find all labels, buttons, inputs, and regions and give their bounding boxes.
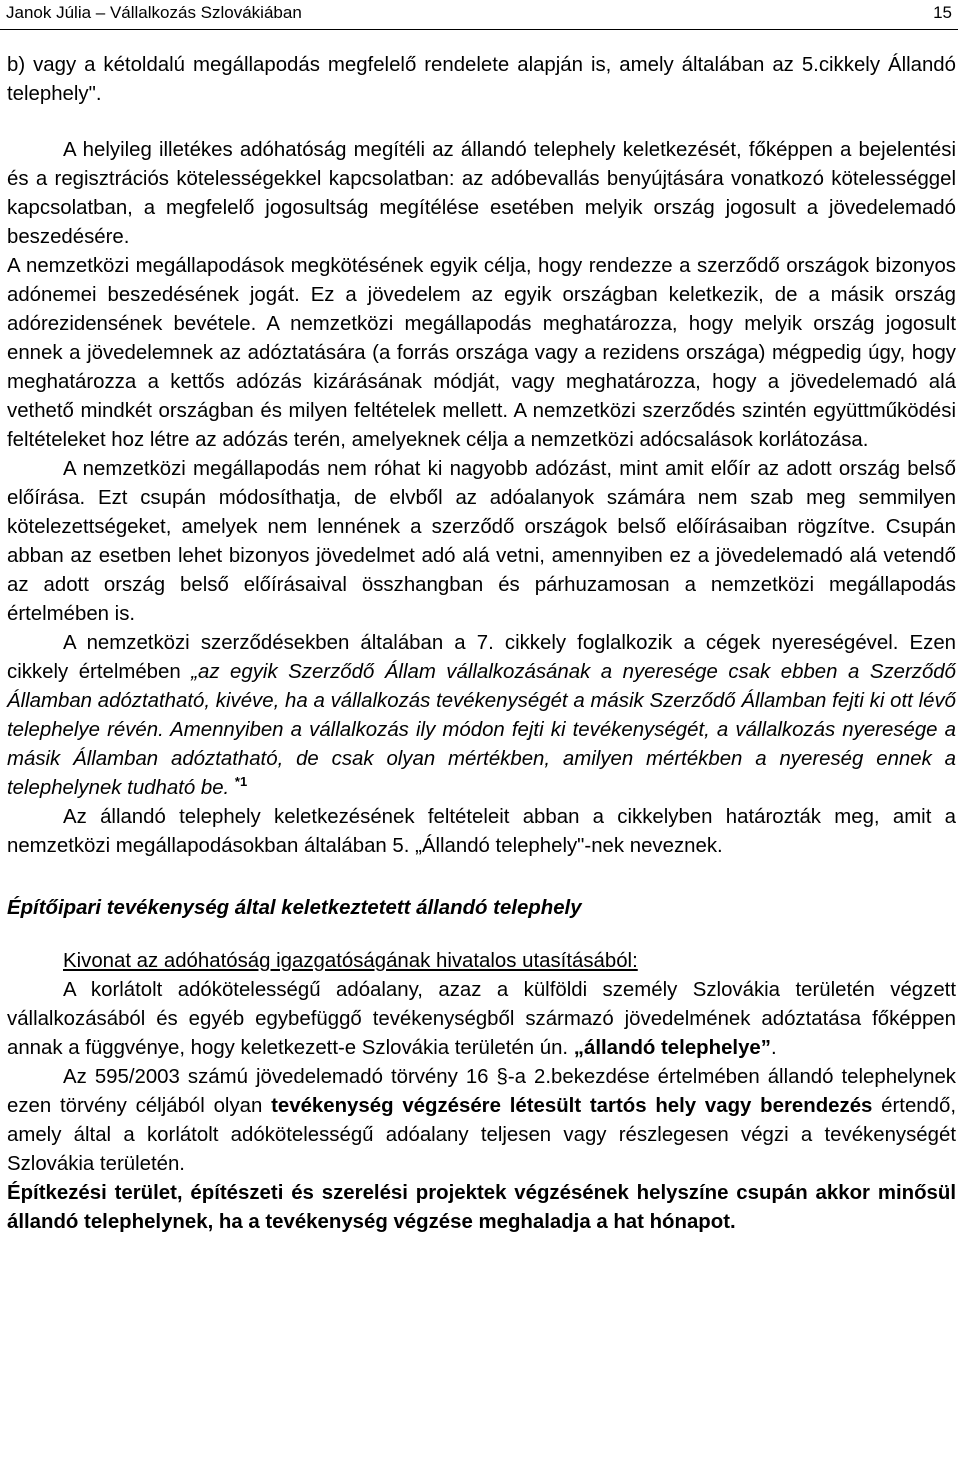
section-paragraph-1-bold: „állandó telephelye” (573, 1037, 771, 1059)
page-number: 15 (933, 3, 952, 22)
section-subheading (7, 947, 956, 976)
paragraph-1: A helyileg illetékes adóhatóság megítéli az állandó telephely keletkezését, főképpen a bejelentési és a regisztrációs kötelességekkel kapcsolatban: az adóbevallás benyújtására vonatkozó kötelességgel kapcsolatban, a megfelelő jogosultság megítélése esetében melyik ország jogosult a jövedelemadó beszedésére. (7, 139, 956, 248)
section-paragraph-2-end: értendő, amely által a korlátolt adókötelességű adóalany teljesen vagy részlegesen végzi a tevékenységét Szlovákia területén. (7, 1095, 956, 1175)
section-paragraph-2 (7, 1063, 956, 1179)
document-body (7, 51, 956, 1237)
section-paragraph-3 (7, 1179, 956, 1237)
section-paragraph-2-lead: Az 595/2003 számú jövedelemadó törvény 16 §-a 2.bekezdése értelmében állandó telephelynek ezen törvény céljából olyan (7, 1066, 956, 1117)
list-item-b: b) vagy a kétoldalú megállapodás megfelelő rendelete alapján is, amely általában az 5.cikkely Állandó telephely". (7, 54, 956, 105)
page-header (0, 0, 960, 31)
section-paragraph-2-bold: tevékenység végzésére létesült tartós hely vagy berendezés (271, 1095, 873, 1117)
paragraph-4 (7, 629, 956, 803)
section-heading: Építőipari tevékenység által keletkeztetett állandó telephely (7, 897, 582, 919)
paragraph-3: A nemzetközi megállapodás nem róhat ki nagyobb adózást, mint amit előír az adott ország belső előírása. Ezt csupán módosíthatja, de elvből az adóalanyok számára nem szab meg semmilyen kötelezettségeket, amelyek nem lennének a szerződő országok belső előírásaiban rögzítve. Csupán abban az esetben lehet bizonyos jövedelmet adó alá vetni, amennyiben ez a jövedelemadó alá vetendő az adott ország belső előírásaival összhangban és párhuzamosan a nemzetközi megállapodás értelmében is. (7, 458, 956, 625)
subheading-text: Kivonat az adóhatóság igazgatóságának hivatalos utasításából: (63, 950, 638, 972)
paragraph-5: Az állandó telephely keletkezésének feltételeit abban a cikkelyben határozták meg, amit a nemzetközi megállapodásokban általában 5. „Állandó telephely"-nek neveznek. (7, 806, 956, 857)
header-divider (0, 29, 958, 30)
footnote-marker: *1 (234, 774, 248, 789)
header-title: Janok Júlia – Vállalkozás Szlovákiában (6, 3, 302, 22)
section-paragraph-1-end: . (770, 1037, 777, 1059)
paragraph-2: A nemzetközi megállapodások megkötésének egyik célja, hogy rendezze a szerződő országok bizonyos adónemei beszedésének jogát. Ez a jövedelem az egyik országban keletkezik, de a másik ország adórezidensének bevétele. A nemzetközi megállapodás meghatározza, hogy melyik ország jogosult ennek a jövedelemnek az adóztatására (a forrás országa vagy a rezidens országa) mégpedig úgy, hogy meghatározza a kettős adózás kizárásának módját, vagy meghatározza, hogy a jövedelemadó alá vethető mindkét országban és milyen feltételek mellett. A nemzetközi szerződés szintén együttműködési feltételeket hoz létre az adózás terén, amelyeknek célja a nemzetközi adócsalások korlátozása. (7, 255, 956, 451)
section-paragraph-1-lead: A korlátolt adókötelességű adóalany, azaz a külföldi személy Szlovákia területén végzett vállalkozásából és egyéb egybefüggő tevékenységből származó jövedelmének adóztatása főképpen annak a függvénye, hogy keletkezett-e Szlovákia területén ún. (7, 979, 956, 1059)
section-paragraph-1 (7, 976, 956, 1063)
section-paragraph-3-bold: Építkezési terület, építészeti és szerelési projektek végzésének helyszíne csupán akkor minősül állandó telephelynek, ha a tevékenység végzése meghaladja a hat hónapot. (7, 1182, 956, 1233)
paragraph-4-lead: A nemzetközi szerződésekben általában a 7. cikkely foglalkozik a cégek nyereségével. Ezen cikkely értelmében (7, 632, 956, 683)
treaty-quote: „az egyik Szerződő Állam vállalkozásának a nyeresége csak ebben a Szerződő Államban adóztatható, kivéve, ha a vállalkozás tevékenységét a másik Szerződő Államban fejti ki ott lévő telephelye révén. Amennyiben a vállalkozás ily módon fejti ki tevékenységét, a vállalkozás nyeresége a másik Államban adóztatható, de csak olyan mértékben, amilyen mértékben a nyereség ennek a telephelynek tudható be. (7, 661, 956, 799)
